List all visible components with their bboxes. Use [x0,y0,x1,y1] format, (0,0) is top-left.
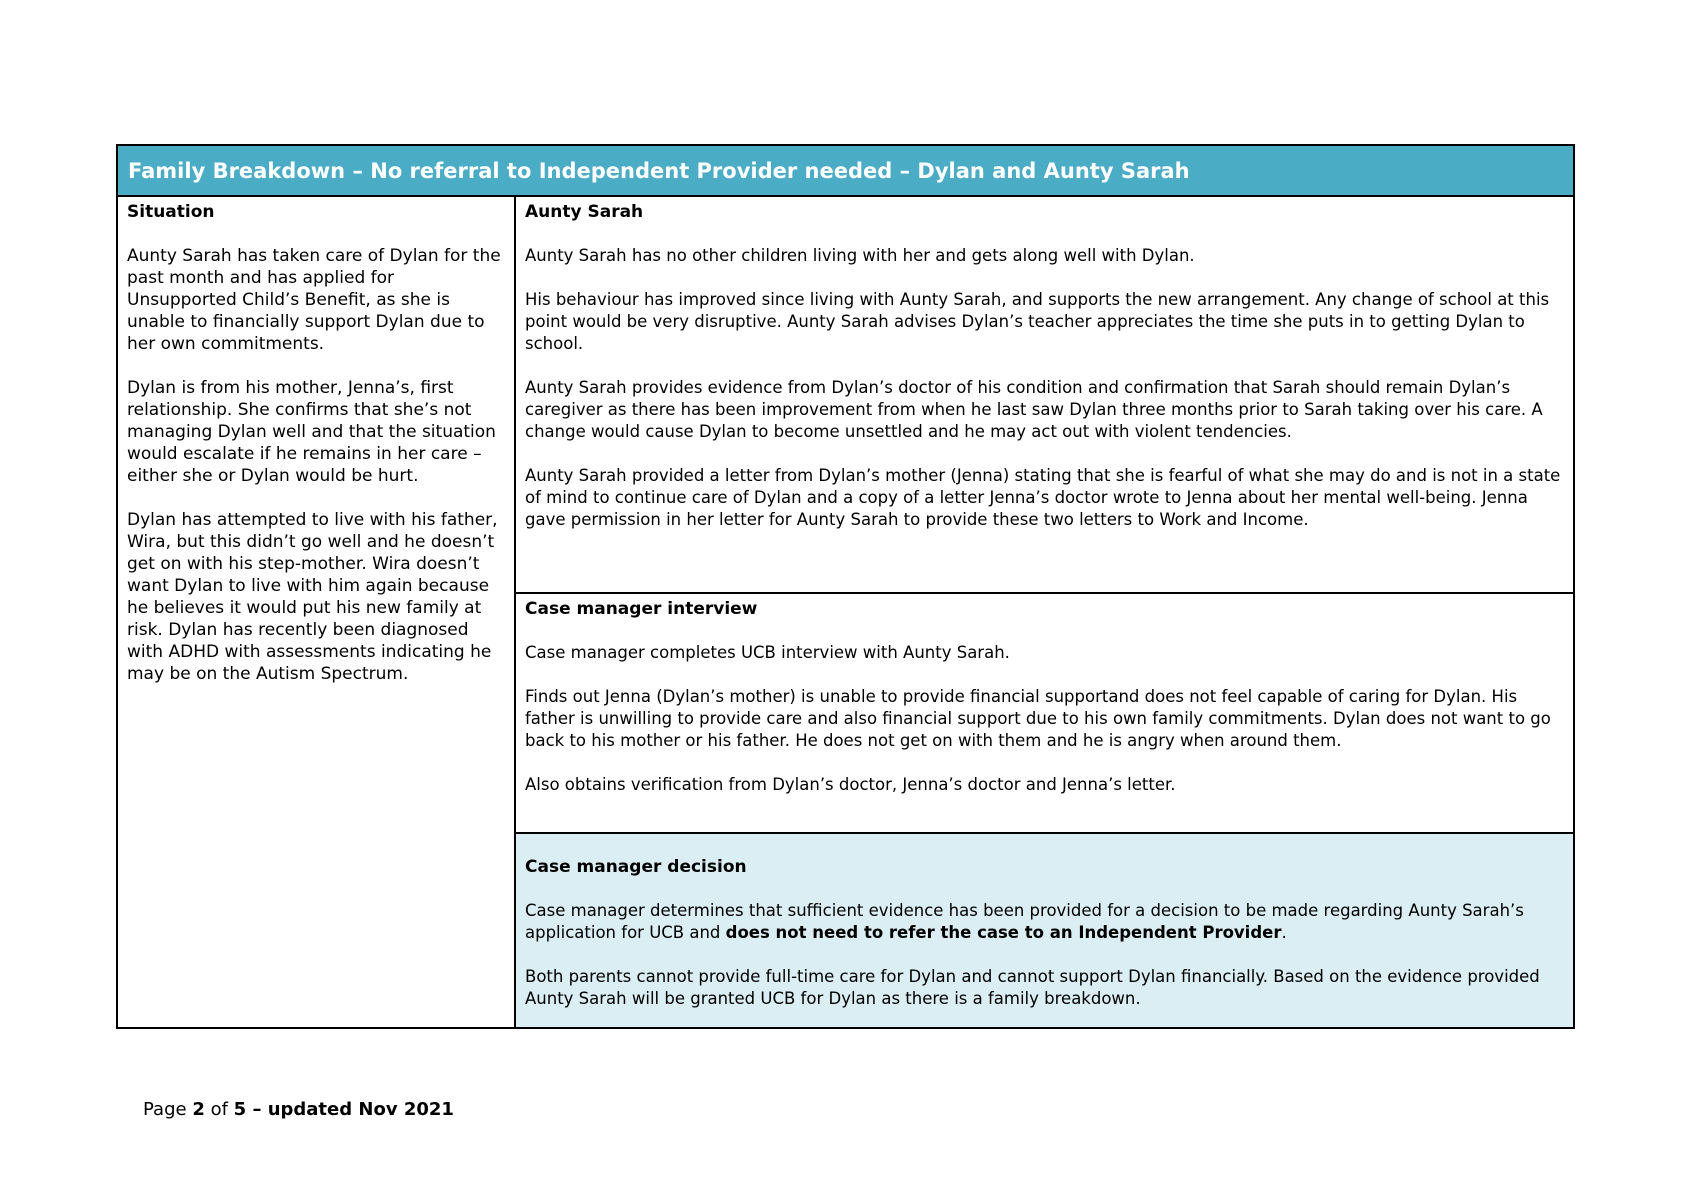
table-title: Family Breakdown – No referral to Independent Provider needed – Dylan and Aunty Sarah [118,146,1573,197]
case-manager-interview-section [516,594,1573,834]
decision-paragraph: Both parents cannot provide full-time care for Dylan and cannot support Dylan financially. Based on the evidence provided Aunty Sarah will be granted UCB for Dylan as there is a family breakdown. [525,967,1540,1008]
aunty-sarah-heading: Aunty Sarah [525,202,644,222]
aunty-sarah-paragraph: Aunty Sarah provides evidence from Dylan’s doctor of his condition and confirmation that Sarah should remain Dylan’s caregiver as there has been improvement from when he last saw Dylan three months prior to Sarah taking over his care. A change would cause Dylan to become unsettled and he may act out with violent tendencies. [525,378,1543,441]
interview-paragraph: Finds out Jenna (Dylan’s mother) is unable to provide financial supportand does not feel capable of caring for Dylan. His father is unwilling to provide care and also financial support due to his own family commitments. Dylan does not want to go back to his mother or his father. He does not get on with them and he is angry when around them. [525,687,1551,750]
page-current: 2 [192,1099,205,1120]
interview-paragraph: Case manager completes UCB interview with Aunty Sarah. [525,643,1010,662]
situation-paragraph: Dylan is from his mother, Jenna’s, first relationship. She confirms that she’s not managing Dylan well and that the situation would escalate if he remains in her care – either she or Dylan would be hurt. [127,378,496,486]
decision-paragraph [525,900,1561,944]
aunty-sarah-paragraph: Aunty Sarah provided a letter from Dylan’s mother (Jenna) stating that she is fearful of what she may do and is not in a state of mind to continue care of Dylan and a copy of a letter Jenna’s doctor wrote to Jenna about her mental well-being. Jenna gave permission in her letter for Aunty Sarah to provide these two letters to Work and Income. [525,466,1561,529]
page-label: Page [143,1099,193,1120]
updated-label: – updated Nov 2021 [246,1099,454,1120]
situation-heading: Situation [127,202,215,222]
of-label: of [204,1099,234,1120]
aunty-sarah-paragraph: Aunty Sarah has no other children living with her and gets along well with Dylan. [525,246,1195,265]
decision-text: Case manager determines that sufficient evidence has been provided for a decision to be made regarding Aunty Sarah’s application for UCB and [525,901,1524,942]
situation-paragraph: Dylan has attempted to live with his father, Wira, but this didn’t go well and he doesn’t get on with his step-mother. Wira doesn’t want Dylan to live with him again because he believes it would put his new family at risk. Dylan has recently been diagnosed with ADHD with assessments indicating he may be on the Autism Spectrum. [127,510,498,684]
interview-heading: Case manager interview [525,599,758,619]
case-manager-decision-section [516,834,1573,1027]
interview-paragraph: Also obtains verification from Dylan’s doctor, Jenna’s doctor and Jenna’s letter. [525,775,1176,794]
page-footer [143,1099,454,1121]
decision-emphasis: does not need to refer the case to an Independent Provider [725,923,1282,942]
aunty-sarah-paragraph: His behaviour has improved since living with Aunty Sarah, and supports the new arrangement. Any change of school at this point would be very disruptive. Aunty Sarah advises Dylan’s teacher appreciates the time she puts in to getting Dylan to school. [525,290,1550,353]
situation-column [118,197,516,1027]
decision-text-end: . [1281,923,1287,942]
case-study-table [116,144,1575,1029]
decision-heading: Case manager decision [525,857,747,877]
aunty-sarah-section [516,197,1573,594]
details-column [516,197,1573,1027]
page-total: 5 [233,1099,247,1120]
situation-paragraph: Aunty Sarah has taken care of Dylan for the past month and has applied for Unsupported Child’s Benefit, as she is unable to financially support Dylan due to her own commitments. [127,246,501,354]
